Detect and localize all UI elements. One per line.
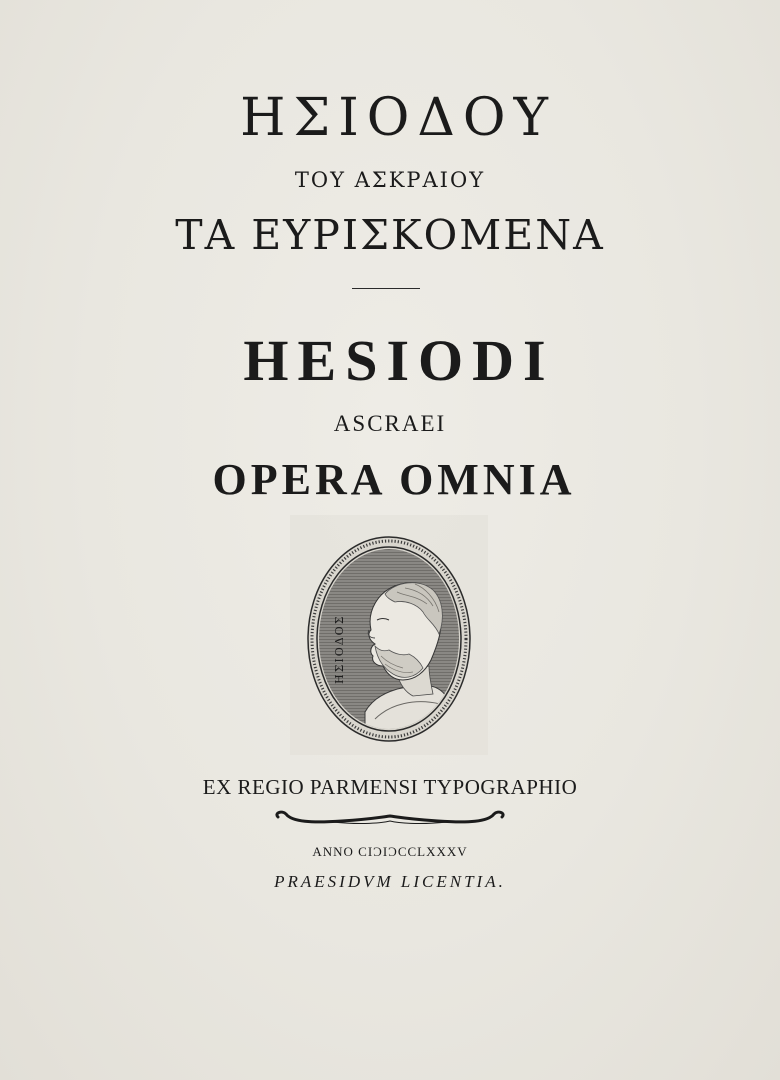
medallion-inscription: ΗΣΙΟΔΟΣ xyxy=(333,614,346,684)
greek-author-title: ΗΣΙΟΔΟΥ xyxy=(240,88,556,148)
latin-origin-line: ASCRAEI xyxy=(333,411,447,436)
latin-author-title: HESIODI xyxy=(243,328,555,393)
latin-works-title: OPERA OMNIA xyxy=(212,455,576,504)
year-line: ANNO CIƆIƆCCLXXXV xyxy=(312,844,468,859)
portrait-medallion-icon xyxy=(305,534,473,744)
greek-origin-line: ΤΟΥ ΑΣΚΡΑΙΟΥ xyxy=(294,168,486,192)
greek-works-title: ΤΑ ΕΥΡΙΣΚΟΜΕΝΑ xyxy=(175,211,605,259)
divider-rule xyxy=(352,288,420,289)
license-line: PRAESIDVM LICENTIA. xyxy=(274,872,506,891)
flourish-ornament-icon xyxy=(272,808,508,830)
imprint-line: EX REGIO PARMENSI TYPOGRAPHIO xyxy=(202,775,578,799)
